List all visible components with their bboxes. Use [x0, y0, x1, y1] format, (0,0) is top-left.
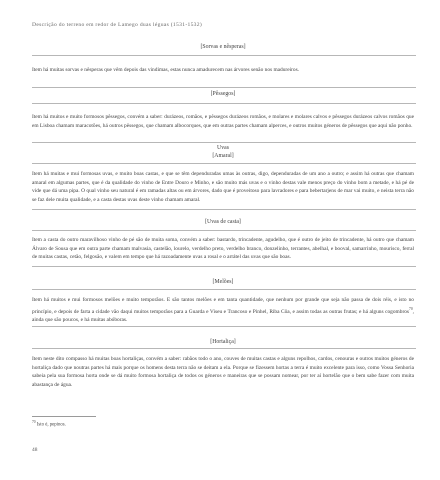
- section-divider: [32, 326, 416, 327]
- section-divider: [32, 142, 416, 143]
- section-divider: [32, 87, 416, 88]
- footnote-divider: [32, 416, 96, 417]
- section-divider: [32, 209, 416, 210]
- section-divider: [32, 289, 416, 290]
- footnote-text: Isto é, pepinos.: [36, 422, 66, 428]
- section-heading-uvas-de-casta: [Uvas de casta]: [205, 219, 241, 225]
- section-heading-uvas: Uvas: [217, 145, 229, 151]
- section-heading-sorvas: [Sorvas e nêsperas]: [200, 44, 246, 50]
- section-heading-meloes: [Melões]: [212, 279, 234, 285]
- paragraph-meloes: [32, 296, 414, 325]
- section-divider: [32, 163, 416, 164]
- paragraph-amaral: Item há muitas e mui formosas uvas, e muito boas castas, e que se têm dependuradas umas às outras, digo, dependuradas de um ano a outro; e assim há outras que chamam amaral em algumas partes, que é da qualidade do vinho de Entre Douro e Minho, e são muito más uvas e o vinho destas vale menos preço do vinho bom a metade, e há pé de vide que dá uma pipa. O qual vinho seu natural é em ramadas altas ou em árvores, dado que é proveitoso para lavradores e para bebertarjens de mar vai muito, e neista terra não se faz dele muita qualidade, e a casta destas uvas deste vinho chamam amaral.: [32, 171, 414, 203]
- footnote-ref-70: 70: [409, 306, 413, 311]
- footnote: [32, 420, 66, 428]
- paragraph-hortalica: Item neste dito compasso há muitas boas hortaliças, convém a saber: rabãos todo o ano, couves de muitas castas e alguns repolhos, cardos, cenouras e outros muitos géneros de hortaliça dado que noutras partes há mais porque os homens desta terra não se deitam a ela. Porque se fizessem hortas a terra é muito excelente para isso, como Vossa Senhoria sabeia pela sua formosa horta onde se dá muito formosa hortaliça de todos os géneros e maneiras que se possam nomear, por ter aí hortelão que o bem sabe fazer com muita abastança de água.: [32, 356, 414, 388]
- running-header: Descrição do terreno em redor de Lamego duas léguas (1531-1532): [32, 22, 203, 28]
- section-subheading-amaral: [Amaral]: [212, 153, 234, 159]
- paragraph-meloes-text: Item há muitos e mui formosos melões e muito temporãos. E são tantos melões e em tanta quantidade, que nenhum por grande que seja não passa de dois réis, e isto no princípio, e depois de farta a cidade vão daqui muitos temporãos para a Guarda e Viseu e Trancoso e Pinhel, Riba Côa, e assim todas as outras frutas; e há alguns cogombros: [32, 297, 414, 315]
- section-divider: [32, 230, 416, 231]
- footnote-number: 70: [32, 420, 36, 424]
- paragraph-meloes-text-end: , ainda que são poucos, e há muitas abóboras.: [32, 308, 414, 323]
- section-divider: [32, 55, 416, 56]
- section-divider: [32, 266, 416, 267]
- paragraph-pessegos: Item há muitos e muito formosos pêssegos, convém a saber: durázeos, romãos, e pêssegos durázeos romãos, e molares e molares calvos e pêssegos durázeos calvos romãos que em Lisboa chamam maracotões, há outros pêssegos, que chamam albocorques, que em outras partes chamam alperces, e outros muitos géneros de pêssegos que aqui não ponho.: [32, 114, 414, 129]
- page-number: 48: [32, 447, 38, 453]
- section-heading-pessegos: [Pêssegos]: [210, 91, 236, 97]
- paragraph-sorvas: Item há muitas sorvas e nêsperas que vêm depois das vindimas, estas nunca amadurecem nas árvores senão nos madureiros.: [32, 67, 300, 73]
- section-divider: [32, 103, 416, 104]
- section-heading-hortalica: [Hortaliça]: [210, 339, 236, 345]
- paragraph-uvas-de-casta: Item a casta do outro maravilhoso vinho de pé são de muita soma, convém a saber: bastardo, trincadente, agudelho, que é outro de jeito de trincadente, há outro que chamam Álvaro de Sousa que em outra parte chamam malvasia, castelão, lourelo, verdelho preto, verdelho branco, donzelinho, terrantes, abelhal, e booval, samarrinho, mourisco, ferral de muitas castas, cetão, felgosão, e valem em tempo que há razoadamente uvas a rosal e o arrátel das uvas que são boas.: [32, 237, 414, 261]
- section-divider: [32, 348, 416, 349]
